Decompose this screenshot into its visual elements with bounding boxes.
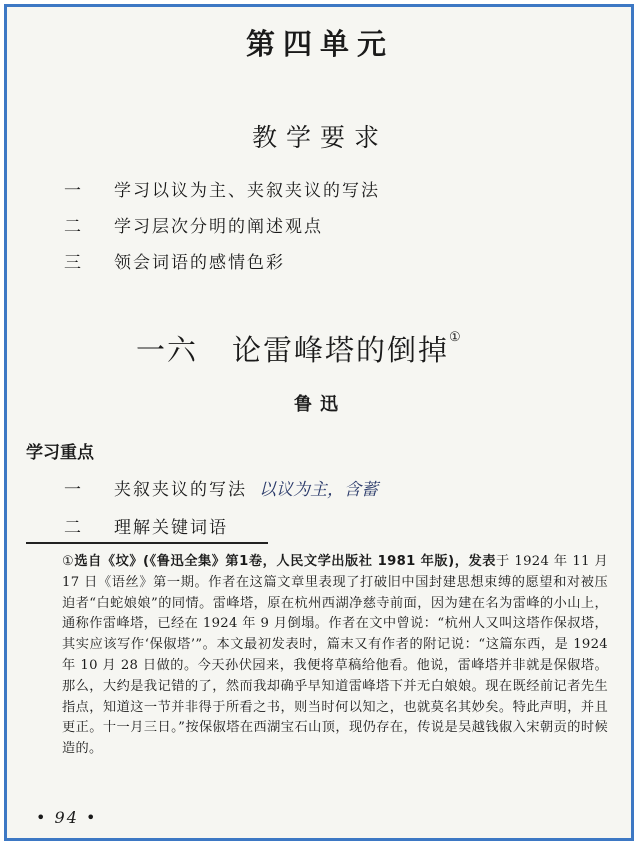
focus-title: 学习重点	[26, 443, 94, 463]
requirement-item	[64, 248, 380, 284]
footnote-source: 选自《坟》(《鲁迅全集》第1卷，人民文学出版社 1981 年版)，发表	[74, 554, 496, 569]
requirements-title: 教学要求	[251, 123, 388, 152]
requirement-number: 二	[64, 217, 83, 237]
requirement-number: 一	[64, 181, 83, 201]
unit-title: 第四单元	[245, 27, 394, 61]
focus-number: 二	[64, 517, 83, 538]
requirement-text: 学习层次分明的阐述观点	[114, 217, 323, 237]
author-name: 鲁迅	[294, 394, 346, 415]
focus-text: 夹叙夹议的写法	[114, 479, 247, 500]
requirement-text: 领会词语的感情色彩	[114, 253, 285, 273]
requirement-number: 三	[64, 253, 83, 273]
footnote-text: 于 1924 年 11 月 17 日《语丝》第一期。作者在这篇文章里表现了打破旧中国封建思想束缚的愿望和对被压迫者“白蛇娘娘”的同情。雷峰塔，原在杭州西湖净慈寺前面，因为建在名为雷峰的小山上，通称作雷峰塔，已经在 1924 年 9 月倒塌。作者在文中曾说：“杭州人又叫这塔作保叔塔，其实应该写作‘保俶塔’”。本文最初发表时，篇末又有作者的附记说：“这篇东西，是 1924 年 10 月 28 日做的。今天孙伏园来，我便将草稿给他看。他说，雷峰塔并非就是保俶塔。那么，大约是我记错的了，然而我却确乎早知道雷峰塔下并无白娘娘。现在既经前记者先生指点，知道这一节并非得于所看之书，则当时何以知之，也就莫名其妙矣。特此声明，并且更正。十一月三日。”按保俶塔在西湖宝石山顶，现仍存在，传说是吴越钱俶入宋朝贡的时候造的。	[62, 554, 608, 757]
lesson-title	[136, 328, 463, 369]
footnote-divider	[26, 542, 268, 544]
requirement-text: 学习以议为主、夹叙夹议的写法	[114, 181, 380, 201]
focus-item	[64, 468, 378, 506]
focus-number: 一	[64, 479, 83, 500]
lesson-name: 论雷峰塔的倒掉	[232, 333, 450, 367]
footnote	[62, 552, 608, 760]
focus-text: 理解关键词语	[114, 517, 228, 538]
footnote-marker: ①	[62, 554, 75, 569]
footnote-marker: ①	[449, 330, 463, 345]
requirements-list	[64, 176, 380, 284]
requirement-item	[64, 212, 380, 248]
lesson-number: 一六	[136, 333, 199, 367]
requirement-item	[64, 176, 380, 212]
focus-item	[64, 506, 378, 544]
handwritten-note: 以议为主，含蓄	[259, 479, 378, 500]
page-number: • 94 •	[36, 808, 98, 827]
focus-list	[64, 468, 378, 544]
